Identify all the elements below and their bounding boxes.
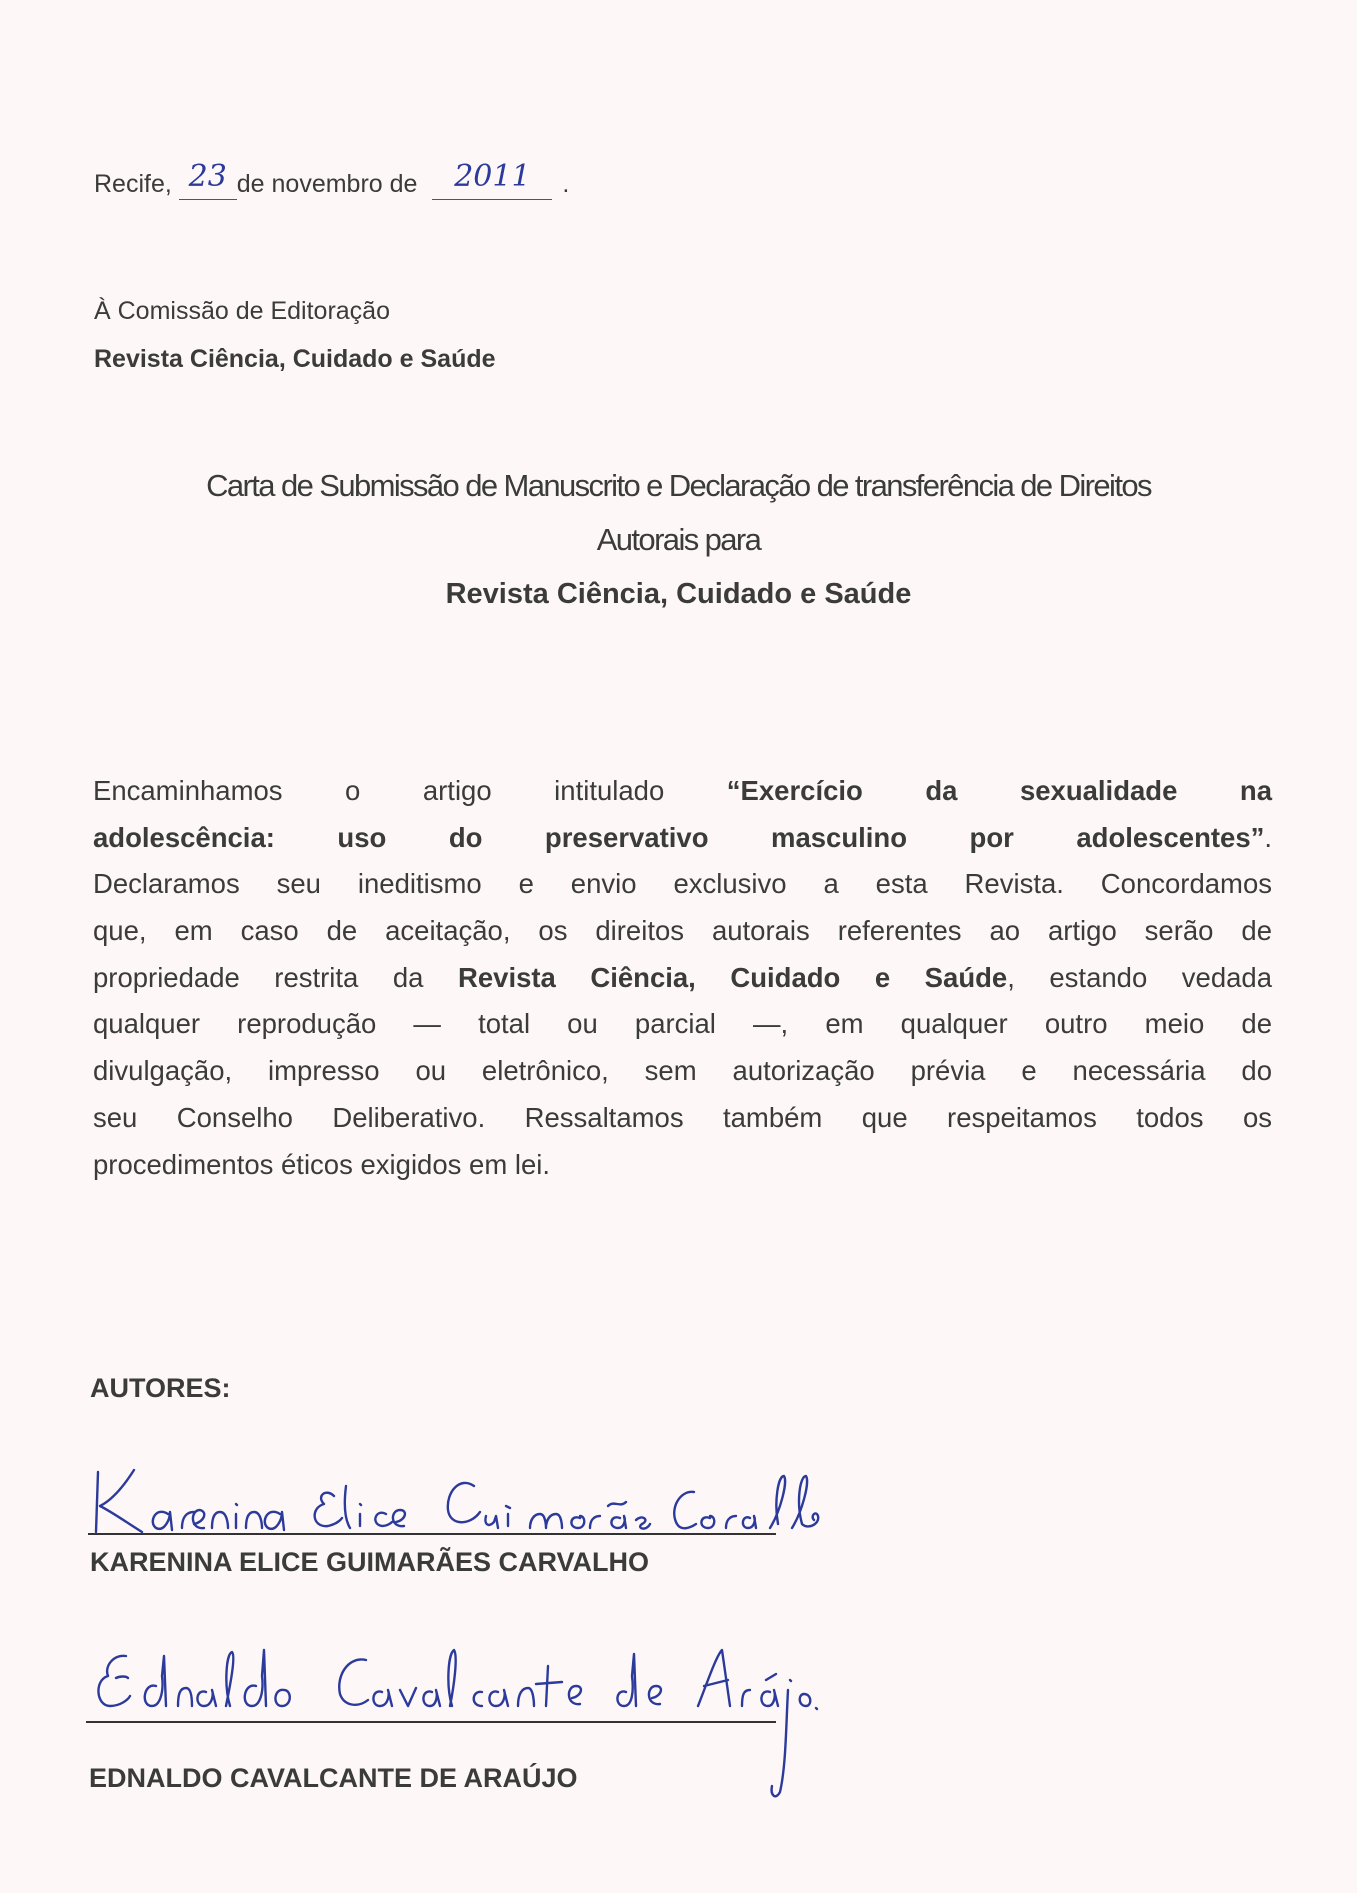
authors-heading: AUTORES:: [90, 1373, 231, 1403]
body-text: propriedade restrita da: [93, 961, 458, 993]
article-title-part1: “Exercício da sexualidade na: [726, 775, 1272, 806]
author-name: EDNALDO CAVALCANTE DE ARAÚJO: [89, 1763, 578, 1793]
body-text: .: [1264, 821, 1272, 853]
article-title-part2: adolescência: uso do preservativo masculino por adolescentes”: [93, 821, 1265, 853]
journal-name-inline: Revista Ciência, Cuidado e Saúde: [458, 961, 1008, 993]
date-line: [94, 159, 570, 200]
date-year-field: [432, 159, 552, 200]
addressee-journal: Revista Ciência, Cuidado e Saúde: [94, 345, 496, 373]
date-day-handwritten: 23: [188, 159, 227, 194]
addressee-committee: À Comissão de Editoração: [94, 297, 390, 325]
date-month: de novembro de: [236, 170, 418, 198]
date-day-field: [179, 159, 237, 200]
body-line: Declaramos seu ineditismo e envio exclusivo a esta Revista. Concordamos: [93, 868, 1272, 900]
body-line: [93, 955, 1272, 1002]
body-text: , estando vedada: [1007, 961, 1272, 993]
body-line: divulgação, impresso ou eletrônico, sem autorização prévia e necessária do: [93, 1055, 1272, 1087]
document-title-line2: Autorais para: [596, 522, 761, 557]
document-title-journal: Revista Ciência, Cuidado e Saúde: [445, 578, 912, 610]
body-line: [93, 815, 1272, 862]
body-line: [93, 768, 1272, 815]
date-suffix: .: [562, 170, 570, 198]
body-text: Encaminhamos o artigo intitulado: [93, 775, 727, 806]
body-line: seu Conselho Deliberativo. Ressaltamos também que respeitamos todos os: [93, 1101, 1272, 1133]
author-name: KARENINA ELICE GUIMARÃES CARVALHO: [90, 1547, 650, 1577]
signature-line: [88, 1533, 776, 1535]
date-prefix: Recife,: [94, 170, 172, 198]
body-paragraph: [93, 768, 1272, 1188]
body-line: procedimentos éticos exigidos em lei.: [93, 1148, 551, 1180]
body-line: qualquer reprodução — total ou parcial —, em qualquer outro meio de: [93, 1008, 1272, 1040]
date-year-handwritten: 2011: [454, 159, 531, 194]
signature-karenina: [90, 1462, 860, 1542]
document-title-line1: Carta de Submissão de Manuscrito e Declaração de transferência de Direitos: [206, 468, 1151, 503]
body-line: que, em caso de aceitação, os direitos autorais referentes ao artigo serão de: [93, 915, 1272, 947]
signature-line: [86, 1721, 776, 1723]
